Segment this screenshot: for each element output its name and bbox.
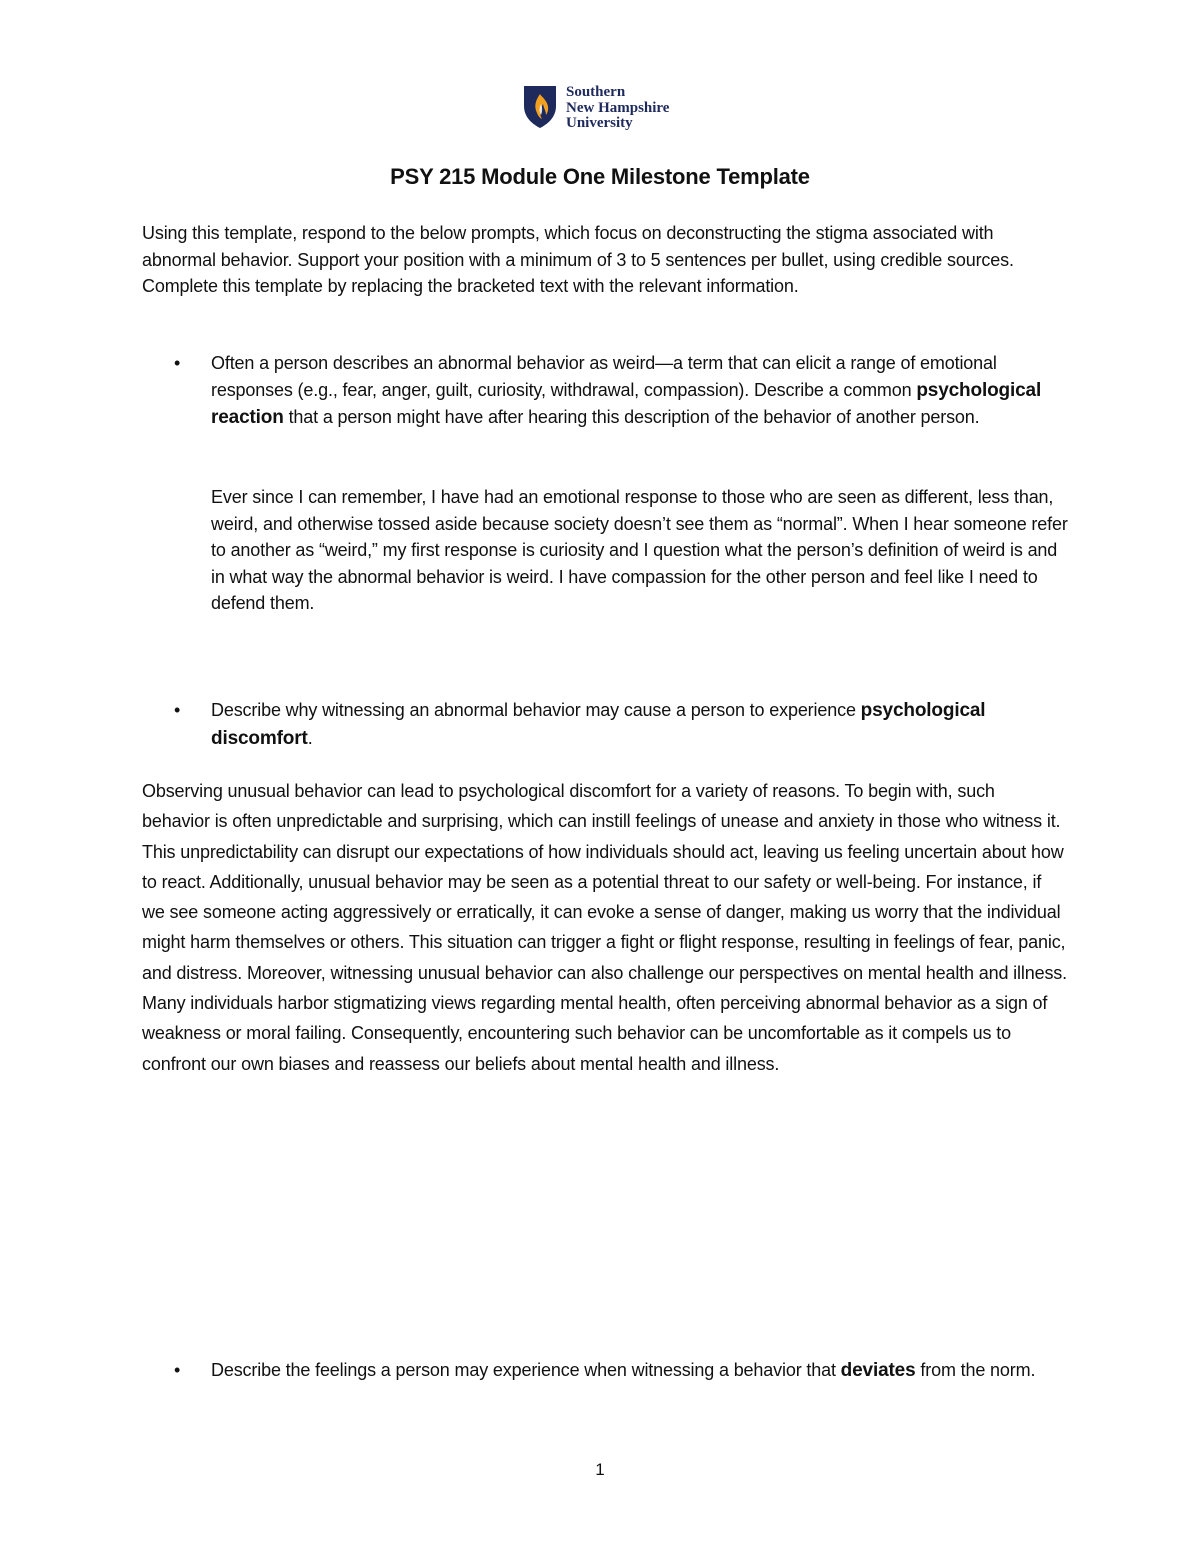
prompt-1-text-end: that a person might have after hearing this description of the behavior of another person. [283,407,980,427]
prompt-3-text-start: Describe the feelings a person may experience when witnessing a behavior that [211,1360,841,1380]
document-title: PSY 215 Module One Milestone Template [390,164,810,189]
prompt-3-bold-term: deviates [840,1360,916,1381]
answer-1: Ever since I can remember, I have had an emotional response to those who are seen as different, less than, weird, and otherwise tossed aside because society doesn’t see them as “normal”. When I hear someone refer to another as “weird,” my first response is curiosity and I question what the person’s definition of weird is and in what way the abnormal behavior is weird. I have compassion for the other person and feel like I need to defend them. [211,487,1068,613]
bullet-marker-3: • [174,1360,181,1380]
logo-line-3: University [566,115,633,131]
intro-paragraph: Using this template, respond to the below prompts, which focus on deconstructing the stigma associated with abnormal behavior. Support your position with a minimum of 3 to 5 sentences per bullet, using credible sources. Complete this template by replacing the bracketed text with the relevant information. [142,223,1014,296]
bullet-marker-1: • [174,353,181,373]
logo-line-1: Southern [566,84,626,100]
shield-flame-icon [522,84,558,130]
prompt-3 [211,1357,1071,1385]
prompt-1 [211,350,1071,432]
prompt-2-text-start: Describe why witnessing an abnormal behavior may cause a person to experience [211,700,861,720]
prompt-2-text-end: . [307,727,313,748]
prompt-1-text-start: Often a person describes an abnormal behavior as weird—a term that can elicit a range of emotional responses (e.g., fear, anger, guilt, curiosity, withdrawal, compassion). Describe a common [211,353,997,400]
logo-line-2: New Hampshire [566,99,670,116]
prompt-2 [211,697,1071,752]
answer-2: Observing unusual behavior can lead to psychological discomfort for a variety of reasons. To begin with, such behavior is often unpredictable and surprising, which can instill feelings of unease and anxiety in those who witness it. This unpredictability can disrupt our expectations of how individuals should act, leaving us feeling uncertain about how to react. Additionally, unusual behavior may be seen as a potential threat to our safety or well-being. For instance, if we see someone acting aggressively or erratically, it can evoke a sense of danger, making us worry that the individual might harm themselves or others. This situation can trigger a fight or flight response, resulting in feelings of fear, panic, and distress. Moreover, witnessing unusual behavior can also challenge our perspectives on mental health and illness. Many individuals harbor stigmatizing views regarding mental health, often perceiving abnormal behavior as a sign of weakness or moral failing. Consequently, encountering such behavior can be uncomfortable as it compels us to confront our own biases and reassess our beliefs about mental health and illness. [142,781,1067,1074]
university-logo [522,84,669,132]
logo-wordmark [566,85,669,132]
prompt-3-text-end: from the norm. [915,1360,1036,1380]
prompt-2-bold-term: psychological discomfort [211,700,986,749]
page-number: 1 [595,1460,605,1479]
prompt-1-bold-term: psychological reaction [211,379,1042,428]
bullet-marker-2: • [174,700,181,720]
